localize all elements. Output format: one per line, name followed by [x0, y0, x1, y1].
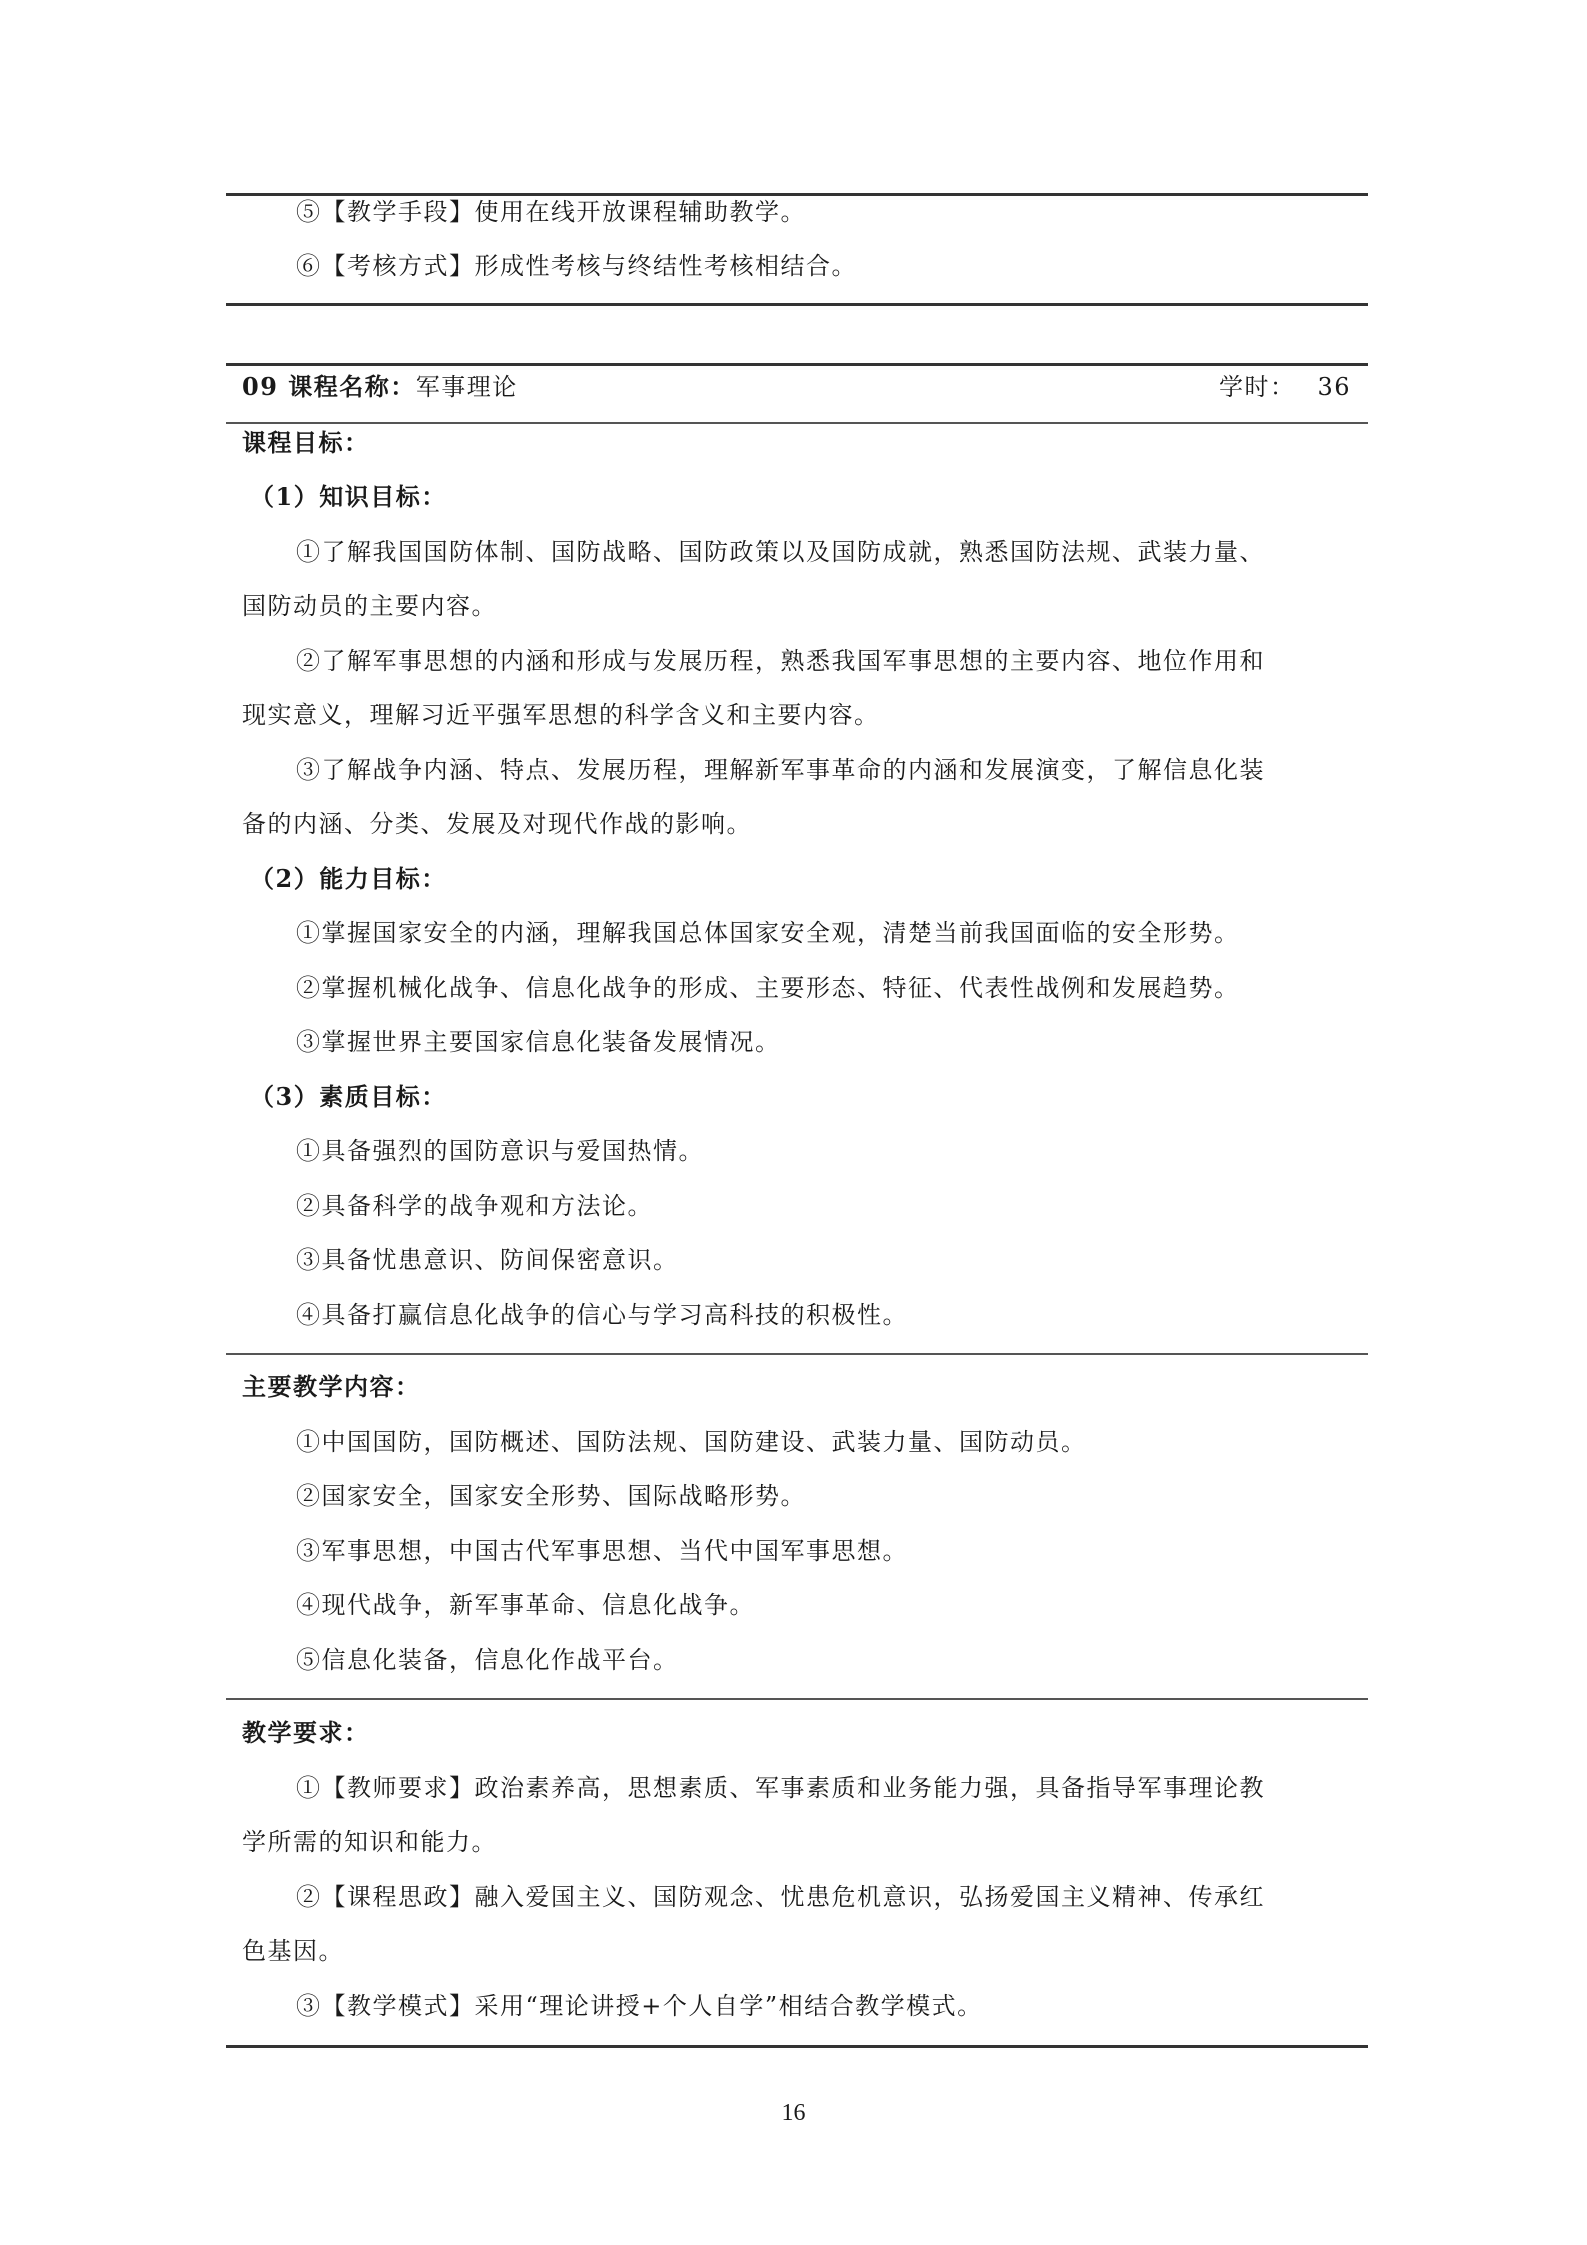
table-rule [226, 363, 1368, 366]
quality-line: ②具备科学的战争观和方法论。 [296, 1192, 653, 1220]
ability-line: ②掌握机械化战争、信息化战争的形成、主要形态、特征、代表性战例和发展趋势。 [296, 974, 1240, 1002]
knowledge-line: ①了解我国国防体制、国防战略、国防政策以及国防成就，熟悉国防法规、武装力量、 [296, 538, 1265, 566]
requirements-line: ①【教师要求】政治素养高，思想素质、军事素质和业务能力强，具备指导军事理论教 [296, 1774, 1265, 1802]
hours-label: 学时： [1218, 373, 1296, 401]
content-line: ④现代战争，新军事革命、信息化战争。 [296, 1591, 755, 1619]
content-line: ⑤信息化装备，信息化作战平台。 [296, 1646, 679, 1674]
quality-line: ④具备打赢信息化战争的信心与学习高科技的积极性。 [296, 1301, 908, 1329]
table-rule [226, 193, 1368, 196]
ability-objectives-title: （2）能力目标： [250, 864, 447, 893]
requirements-line: ③【教学模式】采用“理论讲授+个人自学”相结合教学模式。 [296, 1992, 983, 2020]
requirements-line: 色基因。 [242, 1937, 344, 1965]
requirements-heading: 教学要求： [242, 1718, 370, 1747]
knowledge-line: ②了解军事思想的内涵和形成与发展历程，熟悉我国军事思想的主要内容、地位作用和 [296, 647, 1265, 675]
quality-objectives-title: （3）素质目标： [250, 1082, 447, 1111]
prev-teaching-means: ⑤【教学手段】使用在线开放课程辅助教学。 [296, 198, 806, 226]
knowledge-line: 国防动员的主要内容。 [242, 592, 497, 620]
table-rule [226, 303, 1368, 306]
content-line: ①中国国防，国防概述、国防法规、国防建设、武装力量、国防动员。 [296, 1428, 1087, 1456]
table-rule [226, 1353, 1368, 1355]
quality-line: ③具备忧患意识、防间保密意识。 [296, 1246, 679, 1274]
ability-line: ③掌握世界主要国家信息化装备发展情况。 [296, 1028, 781, 1056]
page-number: 16 [781, 2100, 806, 2126]
quality-line: ①具备强烈的国防意识与爱国热情。 [296, 1137, 704, 1165]
requirements-line: 学所需的知识和能力。 [242, 1828, 497, 1856]
table-rule [226, 2045, 1368, 2048]
knowledge-line: ③了解战争内涵、特点、发展历程，理解新军事革命的内涵和发展演变，了解信息化装 [296, 756, 1265, 784]
objectives-heading: 课程目标： [242, 428, 370, 457]
requirements-line: ②【课程思政】融入爱国主义、国防观念、忧患危机意识，弘扬爱国主义精神、传承红 [296, 1883, 1265, 1911]
content-line: ②国家安全，国家安全形势、国际战略形势。 [296, 1482, 806, 1510]
knowledge-line: 现实意义，理解习近平强军思想的科学含义和主要内容。 [242, 701, 880, 729]
content-line: ③军事思想，中国古代军事思想、当代中国军事思想。 [296, 1537, 908, 1565]
course-name: 军事理论 [415, 373, 518, 401]
knowledge-objectives-title: （1）知识目标： [250, 482, 447, 511]
table-rule [226, 1698, 1368, 1700]
course-number-label: 09 课程名称： [242, 372, 416, 401]
ability-line: ①掌握国家安全的内涵，理解我国总体国家安全观，清楚当前我国面临的安全形势。 [296, 919, 1240, 947]
table-rule [226, 422, 1368, 424]
course-title-row [242, 372, 518, 402]
course-hours [1219, 372, 1351, 402]
prev-assessment: ⑥【考核方式】形成性考核与终结性考核相结合。 [296, 252, 857, 280]
hours-value: 36 [1317, 373, 1351, 401]
knowledge-line: 备的内涵、分类、发展及对现代作战的影响。 [242, 810, 752, 838]
content-heading: 主要教学内容： [242, 1372, 421, 1401]
